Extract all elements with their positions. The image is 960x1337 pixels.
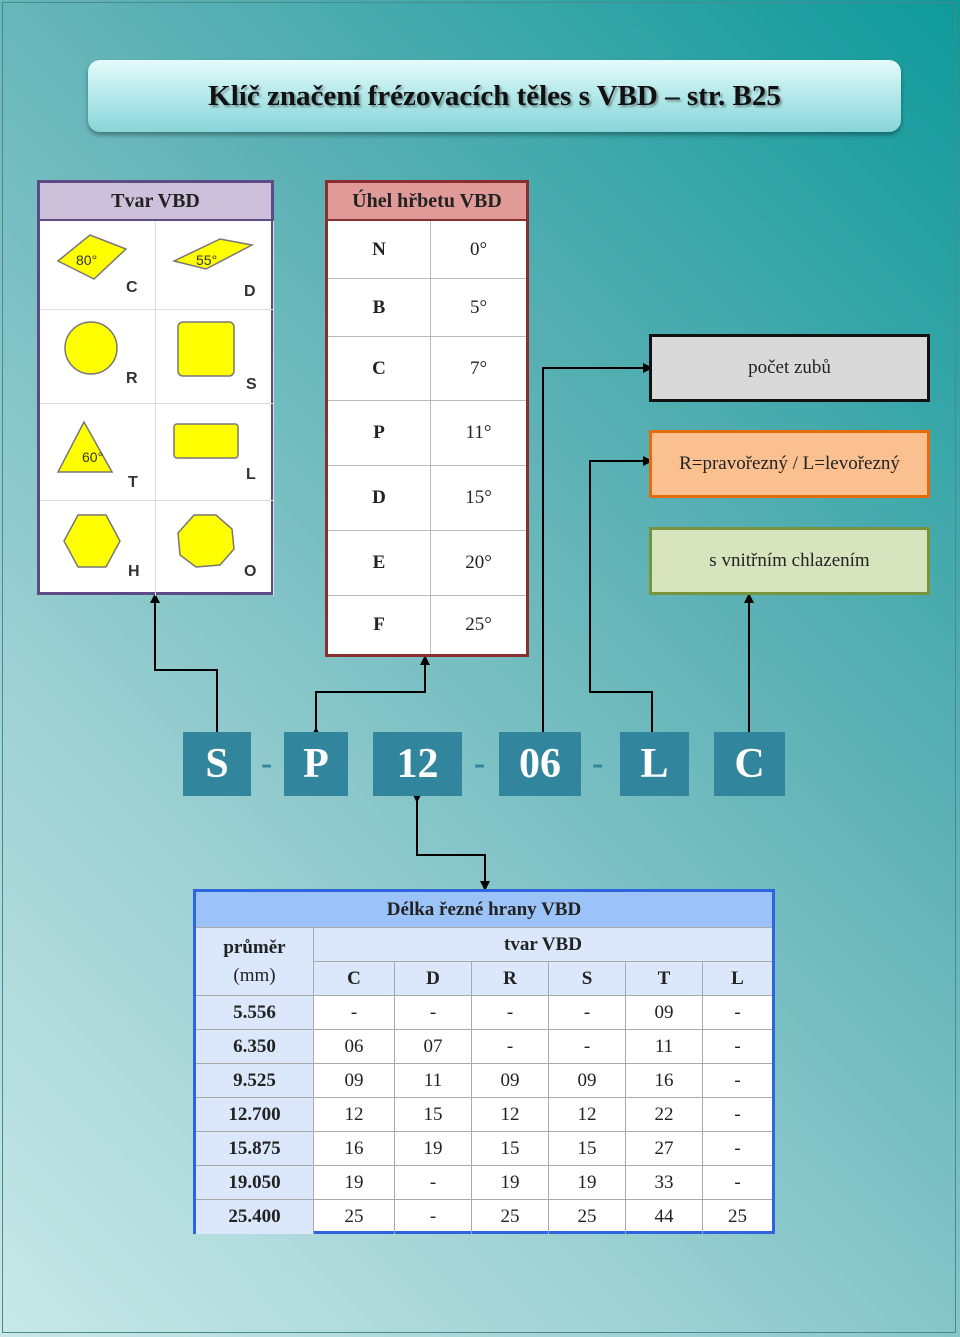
tvar-vbd-header: Tvar VBD [40, 183, 271, 221]
shape-cell-c [40, 221, 156, 310]
table-title: Délka řezné hrany VBD [196, 892, 772, 928]
uhel-value: 7° [469, 357, 488, 379]
rezny-box: R=pravořezný / L=levořezný [649, 430, 930, 498]
rhombus-80-icon [40, 221, 156, 310]
table-cell: - [394, 996, 471, 1030]
table-cell: - [702, 996, 772, 1030]
uhel-row [328, 279, 526, 337]
table-cell: 11 [625, 1030, 702, 1064]
column-header: L [702, 962, 772, 996]
uhel-value: 11° [465, 422, 492, 443]
table-row-diameter: 12.700 [196, 1098, 314, 1132]
pocet-zubu-box: počet zubů [649, 334, 930, 402]
delka-hrany-table [193, 889, 775, 1234]
table-row-diameter: 19.050 [196, 1166, 314, 1200]
table-cell: 15 [548, 1132, 625, 1166]
uhel-value: 15° [465, 487, 492, 508]
octagon-icon [156, 501, 274, 596]
uhel-code: D [328, 466, 431, 530]
table-cell: - [471, 1030, 548, 1064]
chlazeni-box: s vnitřním chlazením [649, 527, 930, 595]
uhel-row [328, 596, 526, 654]
angle-label-c: 80° [76, 252, 98, 268]
shape-header: tvar VBD [314, 928, 772, 962]
code-dash: - [592, 745, 604, 782]
uhel-value: 5° [469, 296, 488, 318]
angle-label-t: 60° [82, 449, 104, 465]
table-cell: 12 [314, 1098, 394, 1132]
shape-cell-l [156, 404, 274, 501]
code-part-p: P [284, 732, 348, 796]
uhel-value: 25° [465, 614, 492, 635]
table-cell: - [702, 1132, 772, 1166]
uhel-row [328, 337, 526, 401]
code-part-06: 06 [499, 732, 581, 796]
shape-cell-d [156, 221, 274, 310]
table-cell: 19 [548, 1166, 625, 1200]
table-row-diameter: 6.350 [196, 1030, 314, 1064]
table-cell: 27 [625, 1132, 702, 1166]
table-cell: 19 [314, 1166, 394, 1200]
table-cell: 44 [625, 1200, 702, 1234]
table-cell: - [394, 1166, 471, 1200]
page-title: Klíč značení frézovacích těles s VBD – str. B25 [88, 60, 901, 132]
circle-icon [40, 310, 156, 404]
table-cell: 07 [394, 1030, 471, 1064]
shape-letter-l: L [246, 466, 256, 483]
uhel-code: N [328, 221, 431, 278]
table-row-diameter: 9.525 [196, 1064, 314, 1098]
shape-letter-t: T [128, 474, 138, 491]
uhel-hrbetu-box [325, 180, 529, 657]
column-header: T [625, 962, 702, 996]
table-cell: 16 [314, 1132, 394, 1166]
uhel-row [328, 221, 526, 279]
table-cell: - [548, 1030, 625, 1064]
diameter-header [196, 928, 314, 996]
table-cell: - [548, 996, 625, 1030]
table-cell: 09 [471, 1064, 548, 1098]
table-cell: - [702, 1098, 772, 1132]
uhel-row [328, 466, 526, 531]
diameter-unit: (mm) [233, 964, 276, 986]
tvar-grid [40, 221, 271, 592]
uhel-value: 0° [469, 238, 488, 260]
uhel-row [328, 531, 526, 596]
table-cell: - [314, 996, 394, 1030]
shape-letter-c: C [126, 279, 138, 296]
code-dash: - [474, 745, 486, 782]
tvar-vbd-box [37, 180, 274, 595]
table-cell: 11 [394, 1064, 471, 1098]
table-cell: 22 [625, 1098, 702, 1132]
table-cell: - [702, 1064, 772, 1098]
table-cell: - [471, 996, 548, 1030]
table-row-diameter: 15.875 [196, 1132, 314, 1166]
hexagon-icon [40, 501, 156, 596]
angle-label-d: 55° [196, 252, 218, 268]
table-cell: 25 [702, 1200, 772, 1234]
shape-cell-h [40, 501, 156, 596]
table-row-diameter: 25.400 [196, 1200, 314, 1234]
column-header: C [314, 962, 394, 996]
table-cell: 33 [625, 1166, 702, 1200]
code-part-l: L [620, 732, 689, 796]
uhel-code: P [328, 401, 431, 465]
code-part-s: S [183, 732, 251, 796]
uhel-code: B [328, 279, 431, 336]
rectangle-icon [156, 404, 274, 501]
table-cell: 15 [394, 1098, 471, 1132]
rhombus-55-icon [156, 221, 274, 310]
uhel-value: 20° [465, 552, 492, 573]
table-cell: - [702, 1030, 772, 1064]
diameter-label: průměr [223, 936, 286, 958]
shape-cell-o [156, 501, 274, 596]
column-header: R [471, 962, 548, 996]
table-cell: - [702, 1166, 772, 1200]
shape-letter-o: O [244, 563, 257, 580]
table-cell: 09 [625, 996, 702, 1030]
table-cell: 25 [344, 1206, 364, 1227]
table-cell: 12 [471, 1098, 548, 1132]
column-header: S [548, 962, 625, 996]
shape-letter-r: R [126, 370, 138, 387]
column-header: D [394, 962, 471, 996]
uhel-row [328, 401, 526, 466]
shape-letter-d: D [244, 283, 256, 300]
table-cell: 06 [314, 1030, 394, 1064]
table-cell: - [394, 1200, 471, 1234]
uhel-code: E [328, 531, 431, 595]
shape-cell-s [156, 310, 274, 404]
uhel-hrbetu-header: Úhel hřbetu VBD [328, 183, 526, 221]
table-cell: 16 [625, 1064, 702, 1098]
shape-letter-s: S [246, 376, 257, 393]
shape-cell-r [40, 310, 156, 404]
table-cell: 25 [548, 1200, 625, 1234]
shape-letter-h: H [128, 563, 140, 580]
table-cell: 25 [471, 1200, 548, 1234]
table-cell: 09 [314, 1064, 394, 1098]
table-cell: 19 [471, 1166, 548, 1200]
code-part-12: 12 [373, 732, 462, 796]
triangle-60-icon [40, 404, 156, 501]
table-cell: 12 [548, 1098, 625, 1132]
table-cell: 09 [548, 1064, 625, 1098]
uhel-code: C [328, 337, 431, 400]
table-cell: 15 [471, 1132, 548, 1166]
code-part-c: C [714, 732, 785, 796]
uhel-code: F [328, 596, 431, 654]
shape-cell-t [40, 404, 156, 501]
code-dash: - [261, 745, 273, 782]
table-cell: 19 [394, 1132, 471, 1166]
table-row-diameter: 5.556 [196, 996, 314, 1030]
